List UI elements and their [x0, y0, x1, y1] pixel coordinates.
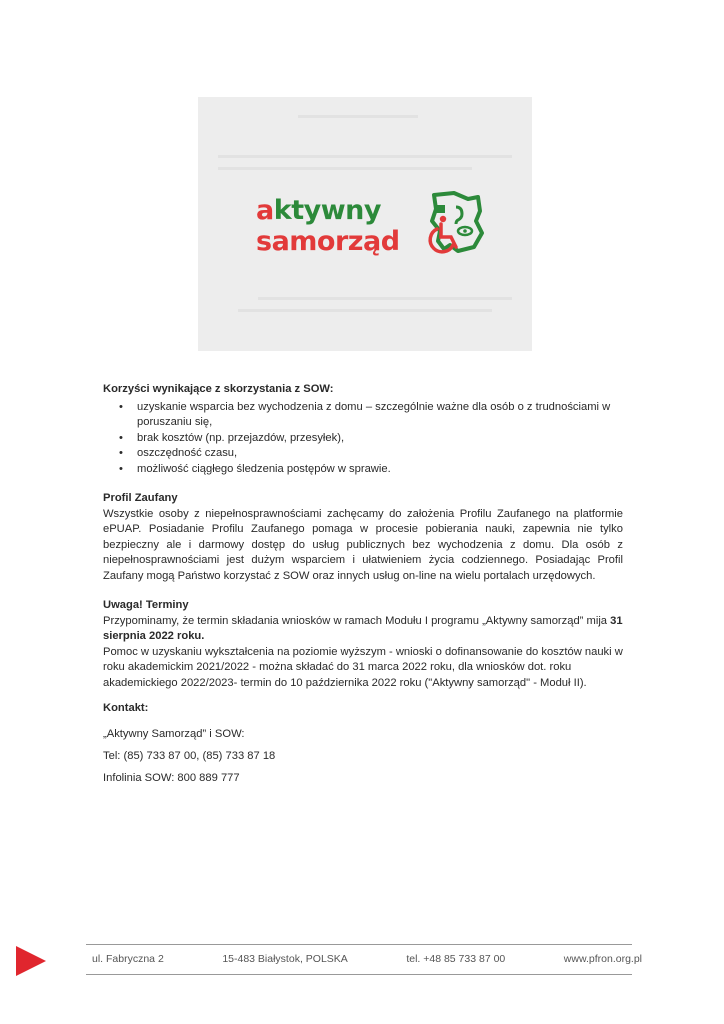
logo-wordmark: aktywny samorząd	[256, 195, 400, 257]
deadline-paragraph-2: Pomoc w uzyskaniu wykształcenia na poziomie wyższym - wnioski o dofinansowanie do kosztów nauki w roku akademickim 2021/2022 - można składać do 31 marca 2022 roku, dla wniosków dot. roku akademickiego 2022/2023- termin do 10 października 2022 roku ("Aktywny samorząd" - Moduł II).	[103, 645, 623, 689]
list-item: • uzyskanie wsparcia bez wychodzenia z domu – szczególnie ważne dla osób o z trudnościami w poruszaniu się,	[119, 400, 623, 431]
benefits-list	[103, 400, 623, 478]
deadline-text: Przypominamy, że termin składania wniosków w ramach Modułu I programu „Aktywny samorząd” mija	[103, 614, 611, 627]
document-body	[103, 382, 623, 789]
footer-rule-bottom	[86, 974, 632, 975]
contact-line-hotline: Infolinia SOW: 800 889 777	[103, 771, 240, 784]
list-item: • oszczędność czasu,	[119, 446, 623, 462]
contact-line-program: „Aktywny Samorząd” i SOW:	[103, 727, 245, 740]
footer-city: 15-483 Białystok, POLSKA	[222, 953, 348, 965]
deadlines-heading: Uwaga! Terminy	[103, 599, 189, 611]
footer-rule-top	[86, 944, 632, 945]
accessibility-map-icon	[420, 191, 486, 257]
profile-paragraph: Wszystkie osoby z niepełnosprawnościami zachęcamy do założenia Profilu Zaufanego na platformie ePUAP. Posiadanie Profilu Zaufanego pomaga w procesie pobierania nauki, zapewnia nie tylko bezpieczny ale i darmowy dostęp do usług publicznych bez wychodzenia z domu. Dla osób z niepełnosprawnościami jest dużym wsparciem i ułatwieniem życia codziennego. Posiadając Profil Zaufany mogą Państwo korzystać z SOW oraz innych usług on-line na wielu portalach urzędowych.	[103, 507, 623, 582]
list-item: • brak kosztów (np. przejazdów, przesyłek),	[119, 431, 623, 447]
footer-website: www.pfron.org.pl	[563, 953, 642, 965]
contact-heading: Kontakt:	[103, 702, 149, 714]
footer-phone: tel. +48 85 733 87 00	[406, 953, 506, 965]
deadline-date: 31 sierpnia 2022 roku.	[103, 614, 623, 642]
list-item: • możliwość ciągłego śledzenia postępów w sprawie.	[119, 462, 623, 478]
footer-street: ul. Fabryczna 2	[92, 953, 164, 965]
benefits-heading: Korzyści wynikające z skorzystania z SOW:	[103, 383, 334, 395]
deadline-paragraph-1	[103, 614, 623, 645]
contact-line-phone: Tel: (85) 733 87 00, (85) 733 87 18	[103, 749, 276, 762]
profile-heading: Profil Zaufany	[103, 492, 178, 504]
footer	[92, 953, 642, 965]
red-arrow-icon	[14, 944, 48, 978]
logo-image	[198, 97, 532, 351]
